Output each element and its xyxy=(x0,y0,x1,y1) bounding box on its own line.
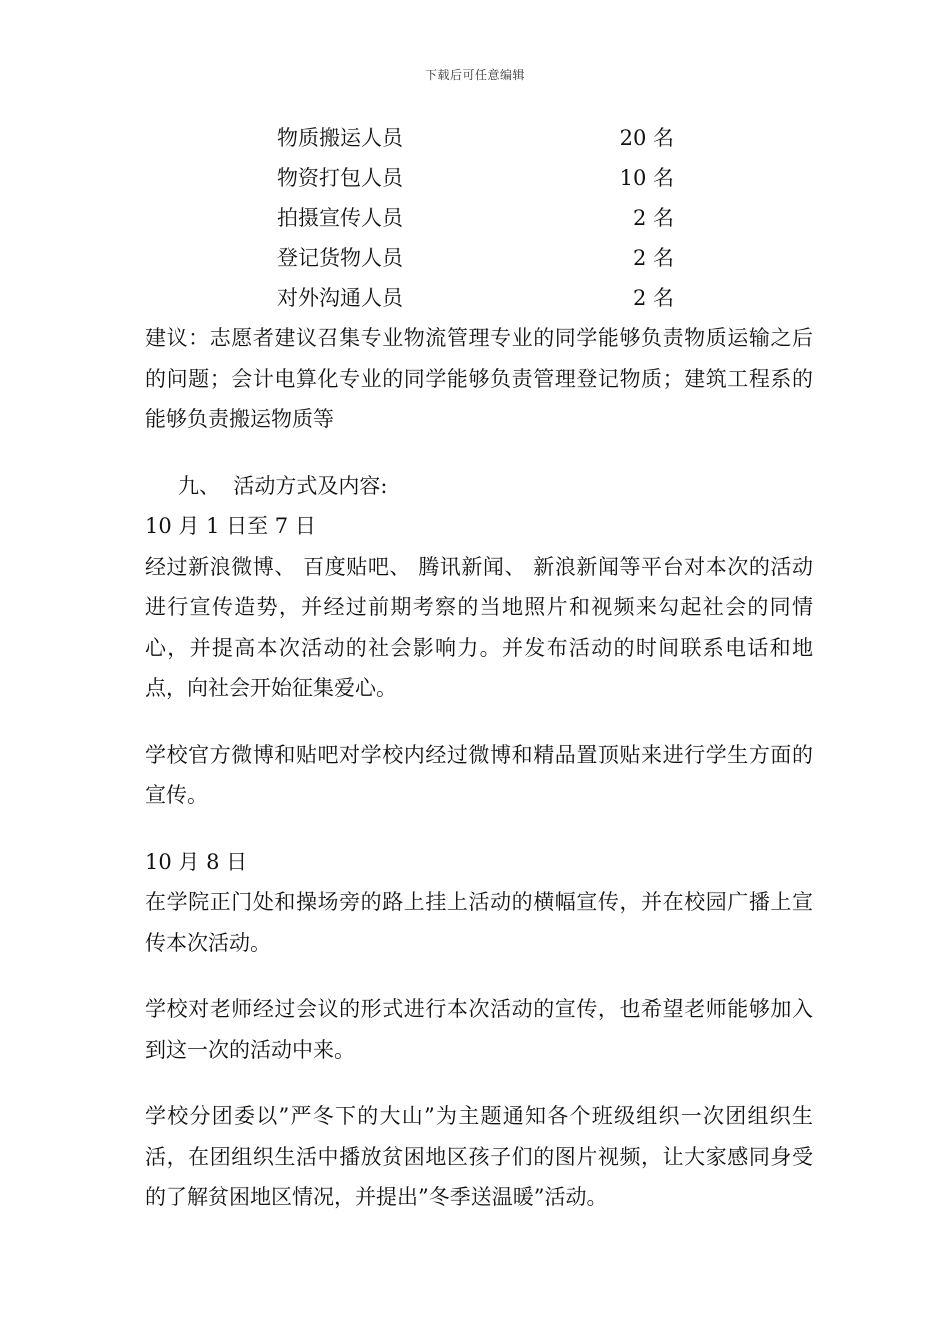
body-paragraph: 学校分团委以”严冬下的大山”为主题通知各个班级组织一次团组织生活，在团组织生活中播放贫困地区孩子们的图片视频，让大家感同身受的了解贫困地区情况，并提出”冬季送温暖”活动。 xyxy=(145,1104,813,1209)
staff-row xyxy=(277,278,697,318)
staff-count: 2 名 xyxy=(632,246,674,270)
staff-count: 2 名 xyxy=(632,286,674,310)
staff-role: 物质搬运人员 xyxy=(277,126,403,150)
staff-count: 10 名 xyxy=(619,166,674,190)
staff-row xyxy=(277,158,697,198)
body-paragraph: 学校官方微博和贴吧对学校内经过微博和精品置顶贴来进行学生方面的宣传。 xyxy=(145,742,813,807)
body-paragraph: 学校对老师经过会议的形式进行本次活动的宣传，也希望老师能够加入到这一次的活动中来。 xyxy=(145,997,813,1062)
section-heading: 九、 活动方式及内容: xyxy=(178,473,388,498)
staff-count: 20 名 xyxy=(619,126,674,150)
staff-row xyxy=(277,238,697,278)
suggestion-paragraph: 建议：志愿者建议召集专业物流管理专业的同学能够负责物质运输之后的问题；会计电算化专业的同学能够负责管理登记物质；建筑工程系的能够负责搬运物质等 xyxy=(145,326,813,431)
staff-role: 物资打包人员 xyxy=(277,166,403,190)
body-paragraph: 在学院正门处和操场旁的路上挂上活动的横幅宣传，并在校园广播上宣传本次活动。 xyxy=(145,890,813,955)
staff-role: 登记货物人员 xyxy=(277,246,403,270)
date-line: 10 月 8 日 xyxy=(145,849,248,874)
staff-role: 拍摄宣传人员 xyxy=(277,206,403,230)
staff-count: 2 名 xyxy=(632,206,674,230)
staff-list xyxy=(277,118,697,318)
page-header-note: 下载后可任意编辑 xyxy=(424,68,525,82)
staff-role: 对外沟通人员 xyxy=(277,286,403,310)
body-paragraph: 经过新浪微博、 百度贴吧、 腾讯新闻、 新浪新闻等平台对本次的活动进行宣传造势，并经过前期考察的当地照片和视频来勾起社会的同情心，并提高本次活动的社会影响力。并发布活动的时间联系电话和地点，向社会开始征集爱心。 xyxy=(145,554,813,700)
staff-row xyxy=(277,118,697,158)
staff-row xyxy=(277,198,697,238)
date-line: 10 月 1 日至 7 日 xyxy=(145,514,316,538)
document-body xyxy=(145,318,813,1218)
